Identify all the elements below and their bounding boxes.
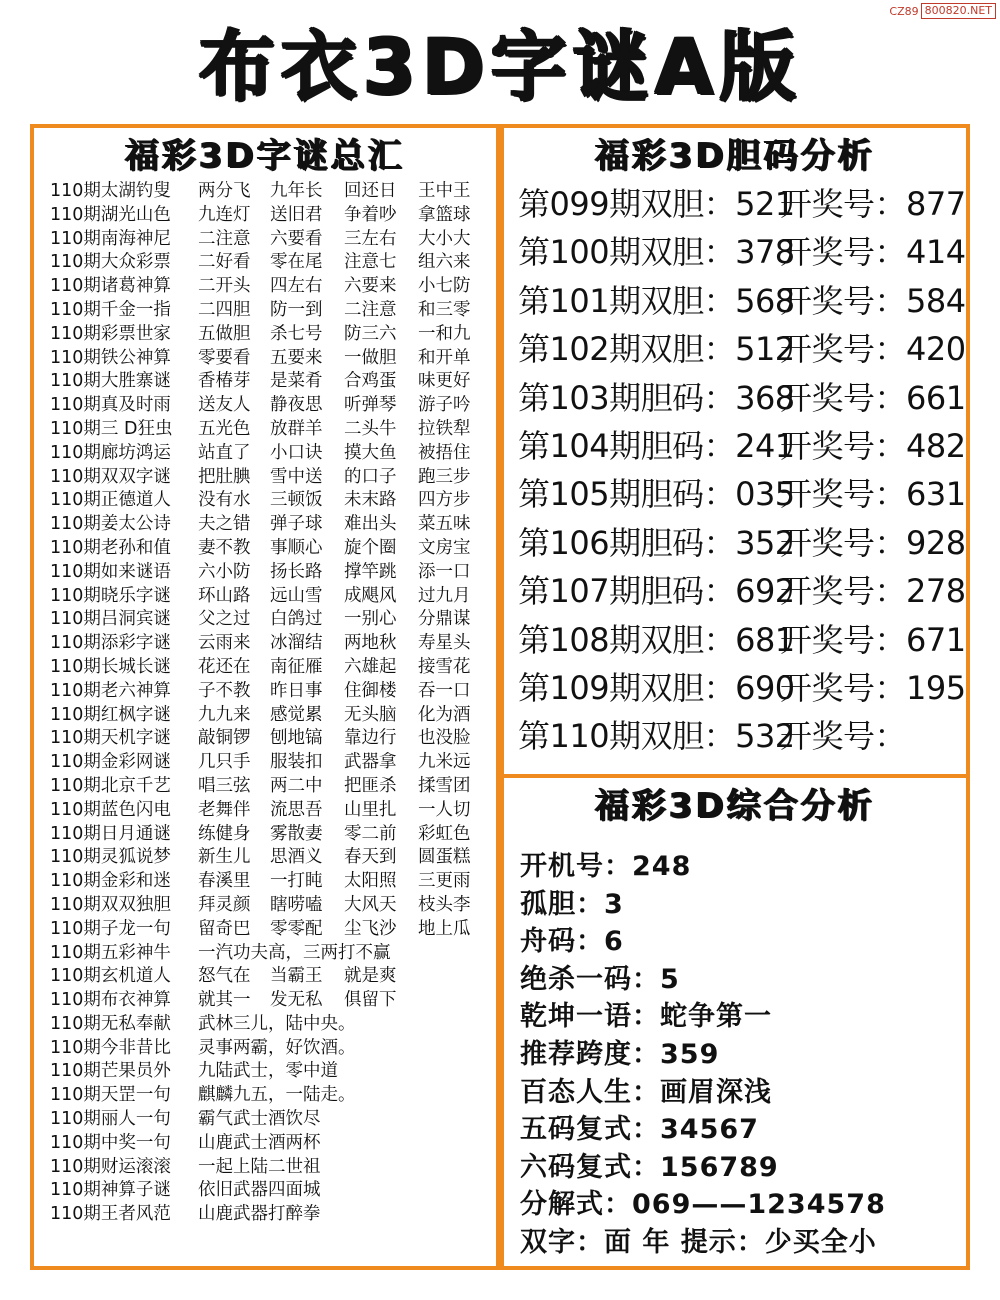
riddle-clue: 麒麟九五，一陆走。 [198,1085,356,1106]
riddle-source: 110期廊坊鸿运 [50,442,171,463]
riddle-clue: 远山雪 [270,585,323,606]
riddle-clue: 大风天 [344,894,397,915]
riddle-summary-panel [30,124,500,1270]
riddle-row [50,989,490,1013]
riddle-source: 110期丽人一句 [50,1109,171,1130]
riddle-clue: 唱三弦 [198,775,251,796]
riddle-clue: 三更雨 [418,871,471,892]
riddle-clue: 弹子球 [270,514,323,535]
dan-period: 第099期双胆：521 [518,185,795,223]
dan-row [518,567,964,615]
riddle-source: 110期日月通谜 [50,823,171,844]
riddle-source: 110期子龙一句 [50,918,171,939]
riddle-source: 110期蓝色闪电 [50,799,171,820]
dan-row [518,519,964,567]
riddle-row [50,1132,490,1156]
riddle-clue: 一和九 [418,323,471,344]
riddle-clue: 香椿芽 [198,371,251,392]
riddle-clue: 妻不教 [198,537,251,558]
riddle-source: 110期金彩和迷 [50,871,171,892]
riddle-clue: 过九月 [418,585,471,606]
riddle-clue: 思酒义 [270,847,323,868]
page-title: 布衣3D字谜A版 [198,22,802,111]
dan-row [518,325,964,373]
riddle-clue: 俱留下 [344,990,397,1011]
riddle-row [50,323,490,347]
riddle-source: 110期太湖钓叟 [50,181,171,201]
watermark [889,3,996,19]
riddle-clue: 二注意 [344,299,397,320]
riddle-source: 110期布衣神算 [50,990,171,1011]
riddle-row [50,727,490,751]
riddle-row [50,870,490,894]
analysis-line: 推荐跨度：359 [520,1038,720,1070]
riddle-clue: 拉铁犁 [418,418,471,439]
riddle-source: 110期正德道人 [50,490,171,511]
riddle-source: 110期中奖一句 [50,1132,171,1153]
riddle-clue: 环山路 [198,585,251,606]
dan-period: 第100期双胆：378 [518,233,795,272]
dan-period: 第105期胆码：035 [518,475,795,514]
comprehensive-analysis-title: 福彩3D综合分析 [595,786,875,826]
riddle-row [50,561,490,585]
dan-row [518,664,964,712]
riddle-clue: 化为酒 [418,704,471,725]
riddle-clue: 难出头 [344,514,397,535]
riddle-row [50,1108,490,1132]
riddle-source: 110期双双独胆 [50,894,171,915]
riddle-clue: 父之过 [198,609,251,630]
riddle-clue: 一汽功夫高，三两打不赢 [198,942,391,963]
riddle-clue: 冰溜结 [270,633,323,654]
riddle-clue: 霸气武士酒饮尽 [198,1109,321,1130]
draw-number: 开奖号：928 [780,523,966,562]
riddle-source: 110期如来谜语 [50,561,171,582]
riddle-clue: 夫之错 [198,514,251,535]
riddle-source: 110期芒果员外 [50,1061,171,1082]
riddle-row [50,1037,490,1061]
riddle-clue: 是菜肴 [270,371,323,392]
riddle-clue: 送旧君 [270,204,323,225]
riddle-clue: 寿星头 [418,633,471,654]
riddle-source: 110期姜太公诗 [50,514,171,535]
draw-number: 开奖号：482 [780,426,966,465]
dan-analysis-panel [500,124,970,778]
draw-number: 开奖号：420 [780,330,966,369]
riddle-clue: 六小防 [198,561,251,582]
riddle-clue: 就其一 [198,990,251,1011]
riddle-source: 110期红枫字谜 [50,704,171,725]
riddle-clue: 依旧武器四面城 [198,1180,321,1201]
riddle-clue: 四方步 [418,490,471,511]
riddle-clue: 老舞伴 [198,799,251,820]
riddle-source: 110期真及时雨 [50,395,171,416]
riddle-source: 110期玄机道人 [50,966,171,987]
riddle-clue: 静夜思 [270,395,323,416]
riddle-row [50,347,490,371]
riddle-source: 110期神算子谜 [50,1180,171,1201]
riddle-row [50,608,490,632]
riddle-clue: 九米远 [418,752,471,773]
riddle-clue: 防三六 [344,323,397,344]
riddle-clue: 发无私 [270,990,323,1011]
riddle-clue: 彩虹色 [418,823,471,844]
riddle-source: 110期吕洞宾谜 [50,609,171,630]
riddle-clue: 四左右 [270,276,323,297]
riddle-clue: 二好看 [198,252,251,273]
riddle-row [50,656,490,680]
riddle-clue: 文房宝 [418,537,471,558]
analysis-line: 舟码：6 [520,926,624,958]
analysis-line: 乾坤一语：蛇争第一 [520,1001,772,1033]
riddle-row [50,275,490,299]
riddle-clue: 零要看 [198,347,251,368]
riddle-row [50,751,490,775]
riddle-row [50,204,490,228]
draw-number: 开奖号：195 [780,668,966,707]
riddle-clue: 云雨来 [198,633,251,654]
riddle-clue: 分鼎谋 [418,609,471,630]
riddle-clue: 雾散妻 [270,823,323,844]
riddle-clue: 怒气在 [198,966,251,987]
riddle-row [50,894,490,918]
riddle-clue: 枝头李 [418,894,471,915]
riddle-row [50,918,490,942]
riddle-clue: 九年长 [270,181,323,201]
riddle-clue: 感觉累 [270,704,323,725]
riddle-clue: 地上瓜 [418,918,471,939]
riddle-source: 110期大胜寨谜 [50,371,171,392]
riddle-source: 110期灵狐说梦 [50,847,171,868]
riddle-clue: 几只手 [198,752,251,773]
riddle-row [50,228,490,252]
dan-row [518,180,964,228]
riddle-clue: 接雪花 [418,656,471,677]
riddle-row [50,1060,490,1084]
riddle-clue: 九连灯 [198,204,251,225]
riddle-clue: 两二中 [270,775,323,796]
dan-period: 第101期双胆：568 [518,281,795,320]
riddle-clue: 争着吵 [344,204,397,225]
riddle-clue: 二四胆 [198,299,251,320]
riddle-clue: 一做胆 [344,347,397,368]
riddle-clue: 灵事两霸，好饮酒。 [198,1037,356,1058]
riddle-clue: 三左右 [344,228,397,249]
draw-number: 开奖号： [780,717,907,756]
riddle-source: 110期天机字谜 [50,728,171,749]
riddle-row [50,513,490,537]
riddle-source: 110期双双字谜 [50,466,171,487]
riddle-clue: 一起上陆二世祖 [198,1156,321,1177]
riddle-clue: 杀七号 [270,323,323,344]
analysis-line: 孤胆：3 [520,888,624,920]
riddle-clue: 也没脸 [418,728,471,749]
riddle-source: 110期千金一指 [50,299,171,320]
riddle-row [50,823,490,847]
dan-row [518,374,964,422]
riddle-clue: 大小大 [418,228,471,249]
riddle-clue: 刨地镐 [270,728,323,749]
riddle-clue: 南征雁 [270,656,323,677]
riddle-clue: 敲铜锣 [198,728,251,749]
riddle-clue: 跑三步 [418,466,471,487]
riddle-clue: 白鸽过 [270,609,323,630]
riddle-row [50,466,490,490]
riddle-clue: 吞一口 [418,680,471,701]
riddle-clue: 两地秋 [344,633,397,654]
dan-period: 第110期双胆：532 [518,717,795,756]
riddle-clue: 瞎唠嗑 [270,894,323,915]
analysis-line: 五码复式：34567 [520,1114,759,1146]
watermark-prefix: CZ89 [889,4,919,18]
riddle-clue: 三顿饭 [270,490,323,511]
riddle-clue: 未末路 [344,490,397,511]
dan-period: 第106期胆码：352 [518,523,795,562]
riddle-clue: 住御楼 [344,680,397,701]
riddle-clue: 添一口 [418,561,471,582]
riddle-clue: 小七防 [418,276,471,297]
riddle-clue: 合鸡蛋 [344,371,397,392]
riddle-row [50,1013,490,1037]
riddle-source: 110期铁公神算 [50,347,171,368]
riddle-clue: 太阳照 [344,871,397,892]
analysis-line: 分解式：069——1234578 [520,1189,886,1221]
riddle-clue: 撑竿跳 [344,561,397,582]
riddle-source: 110期天罡一句 [50,1085,171,1106]
riddle-clue: 雪中送 [270,466,323,487]
riddle-clue: 圆蛋糕 [418,847,471,868]
riddle-row [50,180,490,204]
draw-number: 开奖号：278 [780,572,966,611]
analysis-line: 绝杀一码：5 [520,963,680,995]
riddle-clue: 六要来 [344,276,397,297]
riddle-clue: 当霸王 [270,966,323,987]
riddle-clue: 零零配 [270,918,323,939]
riddle-clue: 和开单 [418,347,471,368]
riddle-clue: 的口子 [344,466,397,487]
analysis-line: 双字：面 年 提示：少买全小 [520,1226,877,1258]
riddle-source: 110期南海神尼 [50,228,171,249]
riddle-row [50,799,490,823]
riddle-clue: 一别心 [344,609,397,630]
riddle-source: 110期北京千艺 [50,775,171,796]
riddle-clue: 昨日事 [270,680,323,701]
riddle-row [50,942,490,966]
riddle-clue: 送友人 [198,395,251,416]
riddle-clue: 放群羊 [270,418,323,439]
riddle-row [50,680,490,704]
riddle-row [50,1084,490,1108]
riddle-row [50,704,490,728]
riddle-clue: 揉雪团 [418,775,471,796]
riddle-source: 110期无私奉献 [50,1013,171,1034]
riddle-clue: 组六来 [418,252,471,273]
riddle-source: 110期三 D狂虫 [50,418,173,439]
riddle-clue: 成飓风 [344,585,397,606]
dan-period: 第109期双胆：690 [518,668,795,707]
riddle-clue: 事顺心 [270,537,323,558]
riddle-clue: 回还日 [344,181,397,201]
riddle-clue: 留奇巴 [198,918,251,939]
riddle-source: 110期添彩字谜 [50,633,171,654]
riddle-source: 110期财运滚滚 [50,1156,171,1177]
riddle-clue: 山鹿武士酒两杯 [198,1132,321,1153]
riddle-clue: 把匪杀 [344,775,397,796]
riddle-clue: 山里扎 [344,799,397,820]
riddle-clue: 尘飞沙 [344,918,397,939]
riddle-clue: 游子吟 [418,395,471,416]
draw-number: 开奖号：661 [780,378,966,417]
riddle-clue: 被捂住 [418,442,471,463]
dan-row [518,616,964,664]
riddle-source: 110期老六神算 [50,680,171,701]
riddle-clue: 五做胆 [198,323,251,344]
analysis-line: 六码复式：156789 [520,1151,779,1183]
riddle-source: 110期长城长谜 [50,656,171,677]
riddle-clue: 练健身 [198,823,251,844]
riddle-row [50,775,490,799]
comprehensive-list [520,848,966,1262]
dan-row [518,422,964,470]
riddle-clue: 菜五味 [418,514,471,535]
riddle-clue: 和三零 [418,299,471,320]
riddle-clue: 旋个圈 [344,537,397,558]
riddle-clue: 春溪里 [198,871,251,892]
riddle-clue: 拿篮球 [418,204,471,225]
riddle-row [50,418,490,442]
riddle-source: 110期金彩网谜 [50,752,171,773]
dan-row [518,712,964,760]
draw-number: 开奖号：671 [780,620,966,659]
riddle-clue: 六雄起 [344,656,397,677]
dan-period: 第102期双胆：512 [518,330,795,369]
riddle-list [50,180,490,1227]
riddle-source: 110期大众彩票 [50,252,171,273]
riddle-clue: 王中王 [418,181,471,201]
riddle-source: 110期晓乐字谜 [50,585,171,606]
dan-period: 第107期胆码：692 [518,572,795,611]
riddle-row [50,442,490,466]
riddle-clue: 扬长路 [270,561,323,582]
riddle-clue: 味更好 [418,371,471,392]
riddle-row [50,632,490,656]
analysis-line: 百态人生：画眉深浅 [520,1076,772,1108]
riddle-clue: 六要看 [270,228,323,249]
riddle-row [50,394,490,418]
riddle-row [50,965,490,989]
analysis-line: 开机号：248 [520,851,692,882]
riddle-clue: 子不教 [198,680,251,701]
riddle-clue: 山鹿武器打醉拳 [198,1204,321,1225]
draw-number: 开奖号：877 [780,185,966,223]
riddle-clue: 二头牛 [344,418,397,439]
draw-number: 开奖号：631 [780,475,966,514]
riddle-row [50,846,490,870]
riddle-row [50,299,490,323]
dan-list [518,180,964,761]
dan-period: 第108期双胆：681 [518,620,795,659]
dan-row [518,277,964,325]
riddle-row [50,1156,490,1180]
riddle-clue: 站直了 [198,442,251,463]
riddle-clue: 防一到 [270,299,323,320]
riddle-clue: 小口诀 [270,442,323,463]
riddle-clue: 花还在 [198,656,251,677]
riddle-clue: 零在尾 [270,252,323,273]
riddle-clue: 流思吾 [270,799,323,820]
riddle-row [50,1203,490,1227]
dan-row [518,470,964,518]
riddle-clue: 一人切 [418,799,471,820]
riddle-clue: 听弹琴 [344,395,397,416]
riddle-clue: 无头脑 [344,704,397,725]
dan-period: 第103期胆码：368 [518,378,795,417]
riddle-clue: 摸大鱼 [344,442,397,463]
riddle-clue: 武林三儿，陆中央。 [198,1013,356,1034]
riddle-clue: 零二前 [344,823,397,844]
riddle-clue: 靠边行 [344,728,397,749]
riddle-clue: 五光色 [198,418,251,439]
riddle-clue: 二注意 [198,228,251,249]
riddle-row [50,370,490,394]
riddle-clue: 注意七 [344,252,397,273]
riddle-source: 110期诸葛神算 [50,276,171,297]
riddle-row [50,585,490,609]
riddle-clue: 九九来 [198,704,251,725]
riddle-source: 110期五彩神牛 [50,942,171,963]
riddle-row [50,1179,490,1203]
riddle-source: 110期湖光山色 [50,204,171,225]
riddle-clue: 拜灵颜 [198,894,251,915]
dan-period: 第104期胆码：241 [518,426,795,465]
riddle-clue: 两分飞 [198,181,251,201]
draw-number: 开奖号：414 [780,233,966,272]
riddle-source: 110期老孙和值 [50,537,171,558]
riddle-row [50,489,490,513]
riddle-row [50,251,490,275]
riddle-summary-title: 福彩3D字谜总汇 [125,136,405,176]
riddle-row [50,537,490,561]
riddle-clue: 武器拿 [344,752,397,773]
draw-number: 开奖号：584 [780,281,966,320]
riddle-source: 110期王者风范 [50,1204,171,1225]
watermark-site: 800820.NET [921,3,996,19]
riddle-clue: 二开头 [198,276,251,297]
riddle-clue: 服装扣 [270,752,323,773]
riddle-clue: 把肚腆 [198,466,251,487]
riddle-clue: 九陆武士，零中道 [198,1061,338,1082]
riddle-clue: 一打盹 [270,871,323,892]
dan-row [518,228,964,276]
riddle-source: 110期今非昔比 [50,1037,171,1058]
riddle-clue: 新生儿 [198,847,251,868]
comprehensive-analysis-panel [500,774,970,1270]
riddle-clue: 春天到 [344,847,397,868]
riddle-clue: 没有水 [198,490,251,511]
riddle-clue: 五要来 [270,347,323,368]
riddle-clue: 就是爽 [344,966,397,987]
dan-analysis-title: 福彩3D胆码分析 [595,136,875,176]
riddle-source: 110期彩票世家 [50,323,171,344]
